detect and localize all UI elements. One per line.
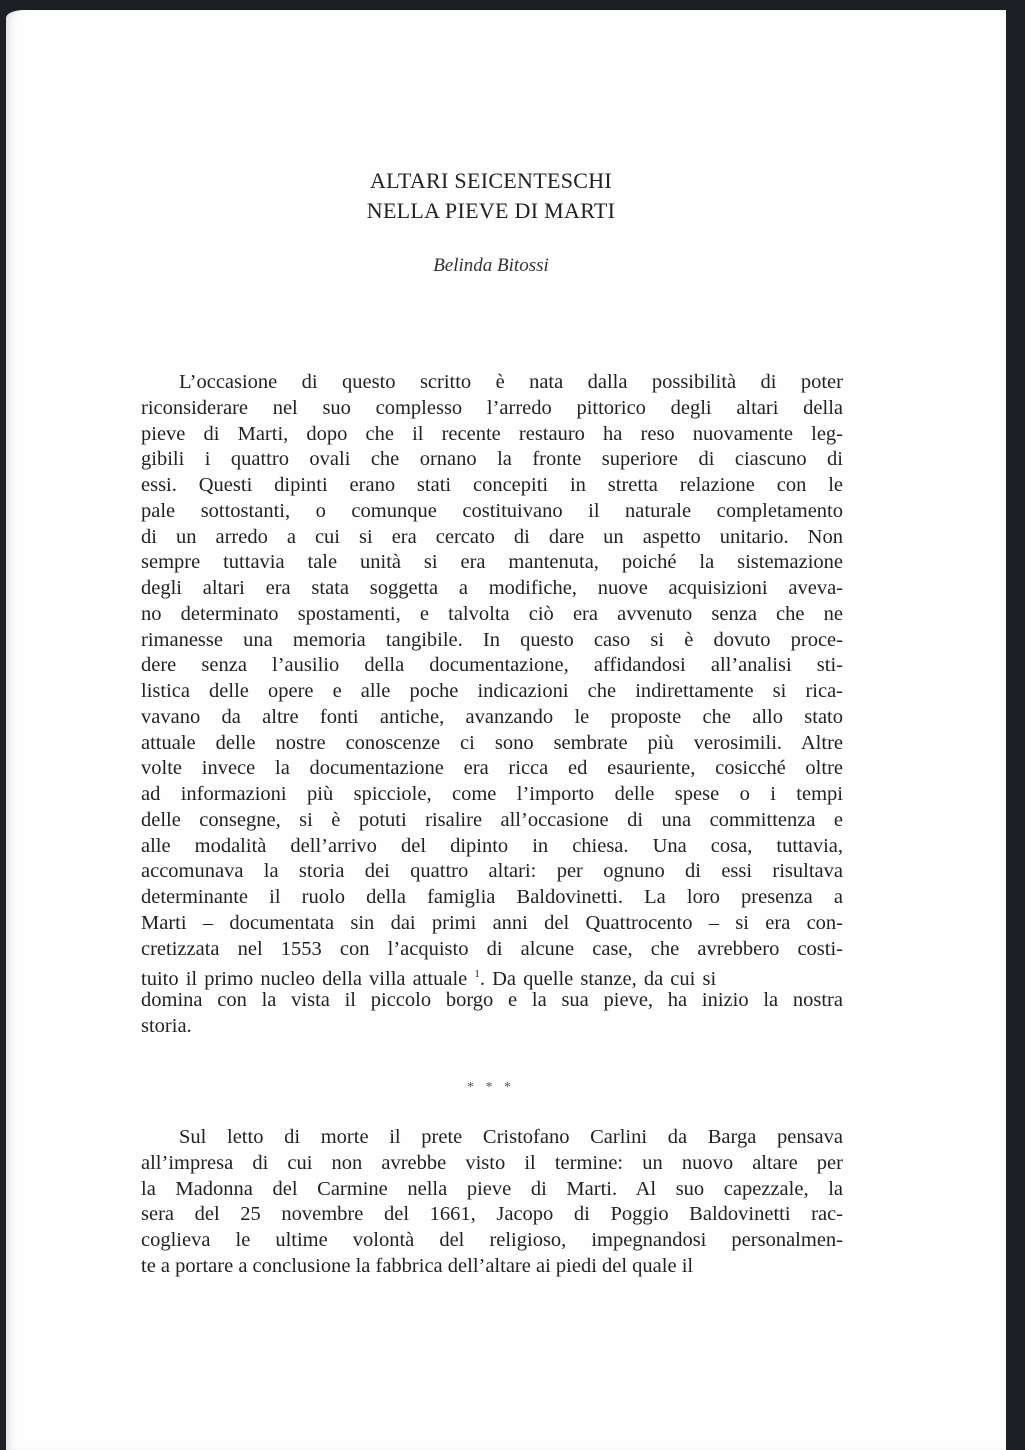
text-line: volte invece la documentazione era ricca ed esauriente, cosicché oltre <box>141 757 843 780</box>
author: Belinda Bitossi <box>433 255 549 276</box>
scan-border <box>1006 0 1025 1450</box>
text-line: gibili i quattro ovali che ornano la fronte superiore di ciascuno di <box>141 448 843 471</box>
text-line: no determinato spostamenti, e talvolta ciò era avvenuto senza che ne <box>141 602 843 625</box>
title-line-2: NELLA PIEVE DI MARTI <box>366 198 616 223</box>
line-text: tuito il primo nucleo della villa attuale <box>141 968 468 991</box>
text-line: rimanesse una memoria tangibile. In questo caso si è dovuto proce- <box>141 628 843 651</box>
text-line: attuale delle nostre conoscenze ci sono sembrate più verosimili. Altre <box>141 731 843 754</box>
text-line: coglieva le ultime volontà del religioso, impegnandosi personalmen- <box>141 1229 843 1251</box>
text-line <box>141 962 843 991</box>
text-line: all’impresa di cui non avrebbe visto il termine: un nuovo altare per <box>141 1151 843 1174</box>
text-line: listica delle opere e alle poche indicazioni che indirettamente si rica- <box>141 680 843 702</box>
paragraph-2 <box>141 1125 843 1280</box>
footnote-ref[interactable]: 1 <box>474 968 480 981</box>
text-line: Sul letto di morte il prete Cristofano Carlini da Barga pensava <box>179 1126 843 1148</box>
text-line: vavano da altre fonti antiche, avanzando le proposte che allo stato <box>141 705 843 728</box>
text-line: delle consegne, si è potuti risalire all’occasione di una committenza e <box>141 808 843 831</box>
text-line: degli altari era stata soggetta a modifiche, nuove acquisizioni aveva- <box>141 577 843 599</box>
text-line: Marti – documentata sin dai primi anni del Quattrocento – si era con- <box>141 911 843 934</box>
text-line: cretizzata nel 1553 con l’acquisto di alcune case, che avrebbero costi- <box>141 937 843 960</box>
section-separator: * * * <box>467 1080 515 1095</box>
text-line: ad informazioni più spicciole, come l’importo delle spese o i tempi <box>141 783 843 805</box>
text-line: pale sottostanti, o comunque costituivano il naturale completamento <box>141 499 843 522</box>
paragraph-1 <box>141 370 843 1040</box>
text-line: storia. <box>141 1014 192 1037</box>
text-line: riconsiderare nel suo complesso l’arredo pittorico degli altari della <box>141 396 843 419</box>
text-line: determinante il ruolo della famiglia Baldovinetti. La loro presenza a <box>141 886 843 908</box>
text-line: essi. Questi dipinti erano stati concepiti in stretta relazione con le <box>141 474 843 496</box>
text-line: di un arredo a cui si era cercato di dare un aspetto unitario. Non <box>141 525 843 548</box>
text-line: domina con la vista il piccolo borgo e la sua pieve, ha inizio la nostra <box>141 989 843 1011</box>
scanned-page <box>6 10 1006 1450</box>
text-line: te a portare a conclusione la fabbrica dell’altare ai piedi del quale il <box>141 1254 694 1277</box>
line-text: . Da quelle stanze, da cui si <box>479 968 717 991</box>
text-line: pieve di Marti, dopo che il recente restauro ha reso nuovamente leg- <box>141 422 843 445</box>
text-line: la Madonna del Carmine nella pieve di Marti. Al suo capezzale, la <box>141 1177 843 1200</box>
title-line-1: ALTARI SEICENTESCHI <box>369 168 613 193</box>
text-line: dere senza l’ausilio della documentazione, affidandosi all’analisi sti- <box>141 654 843 677</box>
text-line: accomunava la storia dei quattro altari: per ognuno di essi risultava <box>141 860 843 883</box>
text-line: sempre tuttavia tale unità si era mantenuta, poiché la sistemazione <box>141 551 843 574</box>
text-line: sera del 25 novembre del 1661, Jacopo di Poggio Baldovinetti rac- <box>141 1203 843 1226</box>
text-line: alle modalità dell’arrivo del dipinto in chiesa. Una cosa, tuttavia, <box>141 834 843 857</box>
text-line: L’occasione di questo scritto è nata dalla possibilità di poter <box>179 371 843 393</box>
